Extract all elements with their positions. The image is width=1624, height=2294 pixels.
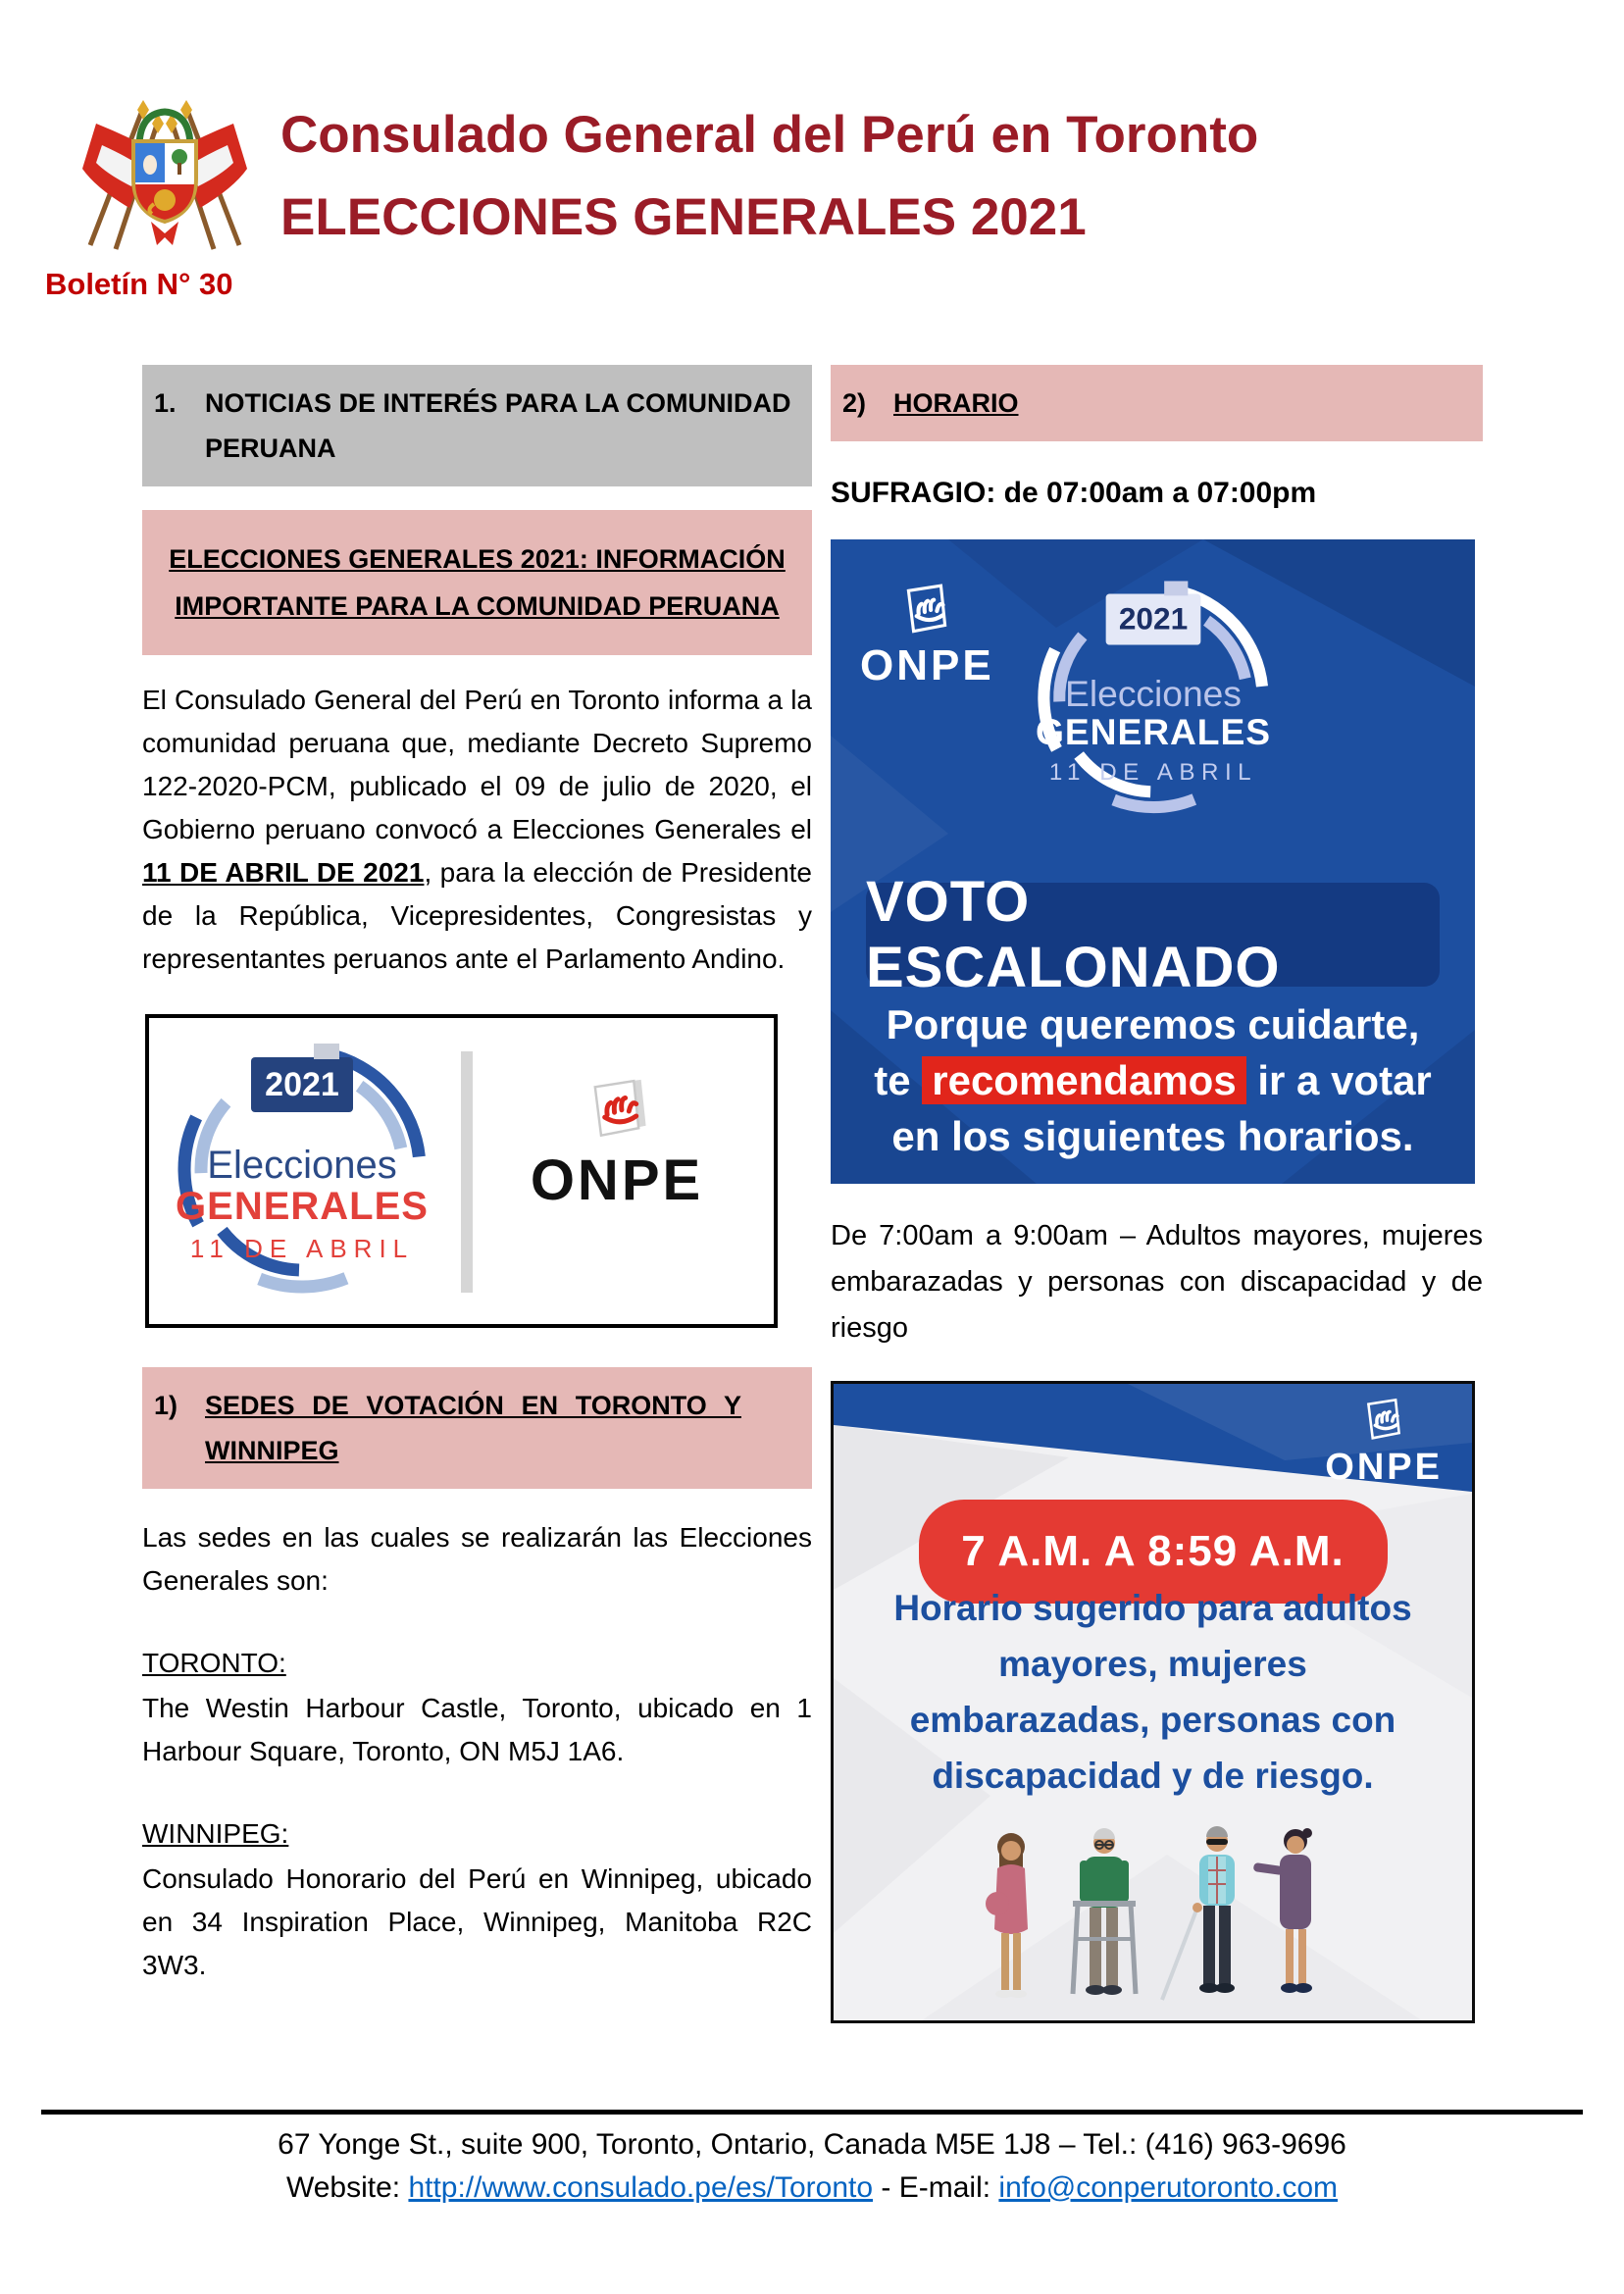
caption-line-4: discapacidad y de riesgo. xyxy=(932,1756,1374,1796)
onpe-logo: ONPE xyxy=(1325,1396,1443,1489)
peru-coat-of-arms xyxy=(57,90,273,262)
sufragio-line: SUFRAGIO: de 07:00am a 07:00pm xyxy=(831,477,1317,509)
sedes-heading-number: 1) xyxy=(154,1391,178,1420)
ballot-box-icon: 2021 xyxy=(251,1057,353,1112)
email-link[interactable]: info@conperutoronto.com xyxy=(998,2171,1339,2204)
vertical-divider xyxy=(461,1051,473,1293)
voto-line-3: en los siguientes horarios. xyxy=(891,1113,1414,1159)
elections-2021-logo: 2021 Elecciones GENERALES 11 DE ABRIL xyxy=(1016,561,1290,835)
news-heading-number: 1. xyxy=(154,388,177,418)
right-column xyxy=(831,365,1483,2023)
election-date: 11 DE ABRIL DE 2021 xyxy=(142,857,425,888)
sedes-intro: Las sedes en las cuales se realizarán las Elecciones Generales son: xyxy=(142,1522,812,1596)
sedes-heading xyxy=(142,1367,812,1489)
onpe-logo: ONPE xyxy=(860,581,994,690)
winnipeg-address: Consulado Honorario del Perú en Winnipeg, ubicado en 34 Inspiration Place, Winnipeg, Manitoba R2C 3W3. xyxy=(142,1863,812,1980)
caption-line-1: Horario sugerido para adultos xyxy=(893,1588,1412,1628)
people-illustration xyxy=(942,1813,1364,2014)
elections-2021-logo: 2021 Elecciones GENERALES 11 DE ABRIL xyxy=(155,1022,449,1316)
title-line-2: ELECCIONES GENERALES 2021 xyxy=(280,188,1087,246)
info-heading: ELECCIONES GENERALES 2021: INFORMACIÓN IMPORTANTE PARA LA COMUNIDAD PERUANA xyxy=(142,510,812,655)
companion-woman-figure xyxy=(1252,1828,1311,1993)
horario-heading-number: 2) xyxy=(842,388,867,418)
onpe-hand-icon xyxy=(579,1075,655,1147)
onpe-hand-icon xyxy=(894,581,959,641)
footer-divider xyxy=(41,2110,1583,2115)
voto-line-1: Porque queremos cuidarte, xyxy=(886,1001,1420,1047)
intro-paragraph: El Consulado General del Perú en Toronto informa a la comunidad peruana que, mediante Decreto Supremo 122-2020-PCM, publicado el 09 de julio de 2020, el Gobierno peruano convocó a Elecciones Generales el 11 DE ABRIL DE 2021, para la elección de Presidente de la República, Vicepresidentes, Congresistas y representantes peruanos ante el Parlamento Andino. xyxy=(142,685,812,974)
time-badge: 7 A.M. A 8:59 A.M. xyxy=(919,1500,1388,1604)
onpe-logo: ONPE xyxy=(494,1075,739,1213)
news-heading xyxy=(142,365,812,486)
winnipeg-label: WINNIPEG: xyxy=(142,1818,289,1849)
elections-banner-image xyxy=(145,1014,778,1328)
voto-message xyxy=(831,996,1475,1164)
ballot-slip-icon xyxy=(1164,581,1188,595)
page-title xyxy=(280,94,1258,259)
sedes-heading-text: SEDES DE VOTACIÓN EN TORONTO Y WINNIPEG xyxy=(205,1391,741,1465)
caption-line-2: mayores, mujeres xyxy=(998,1644,1307,1684)
voto-escalonado-poster xyxy=(831,539,1475,1184)
poster-caption xyxy=(834,1580,1472,1804)
pregnant-woman-figure xyxy=(986,1833,1028,1998)
ballot-slip-icon xyxy=(314,1044,339,1059)
website-label: Website: xyxy=(285,2171,409,2204)
onpe-hand-icon xyxy=(1356,1396,1411,1447)
email-label: - E-mail: xyxy=(873,2171,999,2204)
horario-heading xyxy=(831,365,1483,441)
blind-man-figure xyxy=(1162,1826,1235,2000)
toronto-address: The Westin Harbour Castle, Toronto, ubicado en 1 Harbour Square, Toronto, ON M5J 1A6. xyxy=(142,1693,812,1766)
left-column xyxy=(142,365,812,1987)
highlighted-word: recomendamos xyxy=(922,1056,1245,1104)
footer-address: 67 Yonge St., suite 900, Toronto, Ontario, Canada M5E 1J8 – Tel.: (416) 963-9696 xyxy=(278,2128,1346,2161)
ballot-box-icon: 2021 xyxy=(1105,593,1200,644)
morning-schedule-poster xyxy=(831,1381,1475,2023)
horario-heading-text: HORARIO xyxy=(893,388,1019,418)
toronto-label: TORONTO: xyxy=(142,1648,286,1678)
bulletin-number: Boletín N° 30 xyxy=(45,267,233,301)
footer-contacts xyxy=(0,2171,1624,2205)
voto-line-2: te recomendamos ir a votar xyxy=(874,1057,1432,1103)
title-line-1: Consulado General del Perú en Toronto xyxy=(280,106,1259,164)
schedule-note: De 7:00am a 9:00am – Adultos mayores, mujeres embarazadas y personas con discapacidad y de riesgo xyxy=(831,1220,1483,1344)
news-heading-text: NOTICIAS DE INTERÉS PARA LA COMUNIDAD PERUANA xyxy=(205,388,791,463)
elderly-man-walker-figure xyxy=(1073,1828,1136,1995)
voto-headline-band: VOTO ESCALONADO xyxy=(866,883,1440,987)
caption-line-3: embarazadas, personas con xyxy=(909,1700,1396,1740)
website-link[interactable]: http://www.consulado.pe/es/Toronto xyxy=(408,2171,874,2204)
